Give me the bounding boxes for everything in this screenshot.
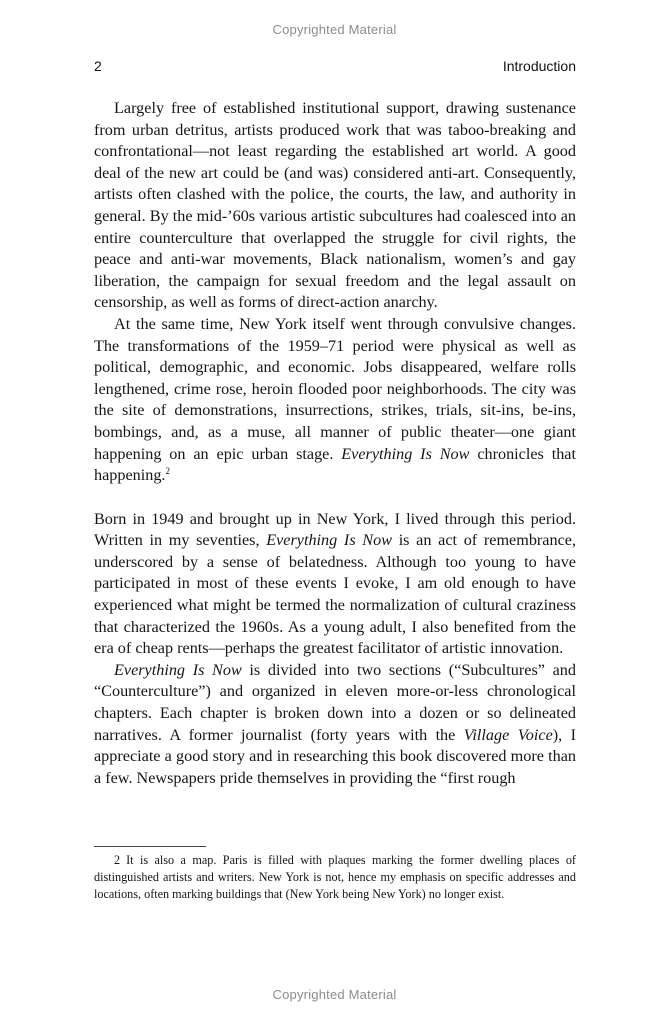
footnote-number: 2 — [114, 853, 121, 867]
copyright-watermark-top: Copyrighted Material — [272, 22, 397, 37]
footnote-divider — [94, 846, 206, 847]
body-text — [94, 98, 576, 789]
paragraph-4-text-end: ), I appreciate a good story and in researching this book discovered more than a few. Newspapers pride themselves in providing the “first rough — [94, 725, 576, 787]
page-number: 2 — [94, 58, 102, 74]
book-title-italic: Everything Is Now — [341, 444, 470, 463]
footnote-text: It is also a map. Paris is filled with plaques marking the former dwelling places of distinguished artists and writers. New York is not, hence my emphasis on specific addresses and locations, often marking buildings that (New York being New York) no longer exist. — [94, 853, 576, 901]
publication-title-italic: Village Voice — [463, 725, 553, 744]
copyright-watermark-bottom: Copyrighted Material — [272, 987, 397, 1002]
paragraph-1 — [94, 98, 576, 314]
paragraph-2 — [94, 314, 576, 487]
section-title: Introduction — [502, 58, 576, 74]
paragraph-2-text-end: chronicles that happening. — [94, 444, 576, 485]
book-title-italic: Everything Is Now — [114, 660, 242, 679]
paragraph-3-text: Born in 1949 and brought up in New York, I lived through this period. Written in my seventies, — [94, 509, 576, 550]
paragraph-4 — [94, 660, 576, 790]
paragraph-1-text: Largely free of established institutional support, drawing sustenance from urban detritus, artists produced work that was taboo-breaking and confrontational—not least regarding the established art world. A good deal of the new art could be (and was) considered anti-art. Consequently, artists often clashed with the police, the courts, the law, and authority in general. By the mid-’60s various artistic subcultures had coalesced into an entire counterculture that overlapped the struggle for civil rights, the peace and anti-war movements, Black nationalism, women’s and gay liberation, the campaign for sexual freedom and the legal assault on censorship, as well as forms of direct-action anarchy. — [94, 99, 576, 312]
footnote-reference: 2 — [165, 466, 170, 477]
paragraph-4-text: is divided into two sections (“Subcultures” and “Counterculture”) and organized in eleven more-or-less chronological chapters. Each chapter is broken down into a dozen or so delineated narratives. A former journalist (forty years with the — [94, 660, 576, 744]
footnote — [94, 852, 576, 903]
paragraph-3-text-end: is an act of remembrance, underscored by a sense of belatedness. Although too young to have participated in most of these events I evoke, I am old enough to have experienced what might be termed the normalization of cultural craziness that characterized the 1960s. As a young adult, I also benefited from the era of cheap rents—perhaps the greatest facilitator of artistic innovation. — [94, 531, 576, 658]
running-head — [94, 58, 576, 78]
book-title-italic: Everything Is Now — [266, 531, 392, 550]
paragraph-3 — [94, 509, 576, 660]
paragraph-2-text: At the same time, New York itself went through convulsive changes. The transformations of the 1959–71 period were physical as well as political, demographic, and economic. Jobs disappeared, welfare rolls lengthened, crime rose, heroin flooded poor neighborhoods. The city was the site of demonstrations, insurrections, strikes, trials, sit-ins, be-ins, bombings, and, as a muse, all manner of public theater—one giant happening on an epic urban stage. — [94, 314, 576, 463]
